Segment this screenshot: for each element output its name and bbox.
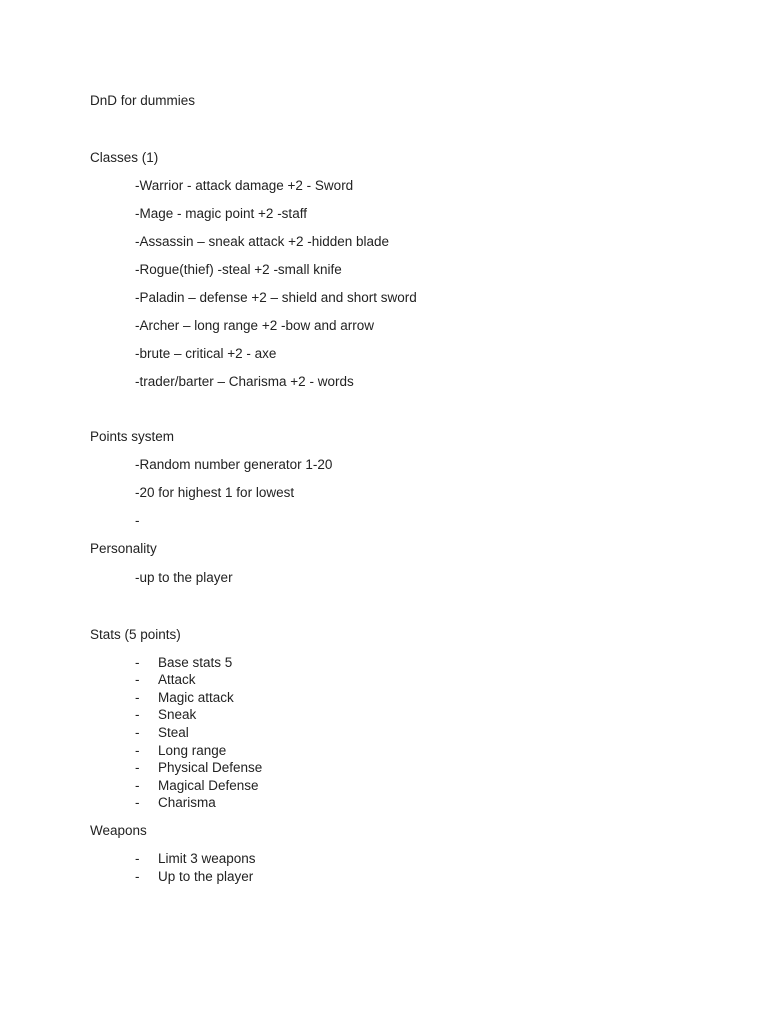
stats-item-sneak: Sneak (158, 707, 197, 722)
points-item-range: -20 for highest 1 for lowest (135, 485, 295, 500)
class-item-brute: -brute – critical +2 - axe (135, 346, 277, 361)
class-item-archer: -Archer – long range +2 -bow and arrow (135, 318, 375, 333)
stats-item-magic-attack: Magic attack (158, 690, 234, 705)
stats-item-charisma: Charisma (158, 795, 216, 810)
list-bullet: - (135, 760, 140, 775)
list-bullet: - (135, 851, 140, 866)
classes-heading: Classes (1) (90, 150, 159, 165)
points-system-heading: Points system (90, 429, 175, 444)
weapons-item-limit: Limit 3 weapons (158, 851, 256, 866)
points-item-empty: - (135, 513, 140, 528)
stats-item-base: Base stats 5 (158, 655, 233, 670)
personality-heading: Personality (90, 541, 157, 556)
document-title: DnD for dummies (90, 93, 196, 108)
list-bullet: - (135, 778, 140, 793)
stats-item-magical-defense: Magical Defense (158, 778, 259, 793)
class-item-paladin: -Paladin – defense +2 – shield and short sword (135, 290, 417, 305)
weapons-item-player: Up to the player (158, 869, 254, 884)
class-item-rogue: -Rogue(thief) -steal +2 -small knife (135, 262, 342, 277)
list-bullet: - (135, 795, 140, 810)
list-bullet: - (135, 707, 140, 722)
stats-item-long-range: Long range (158, 743, 227, 758)
stats-heading: Stats (5 points) (90, 627, 181, 642)
list-bullet: - (135, 655, 140, 670)
points-item-generator: -Random number generator 1-20 (135, 457, 333, 472)
list-bullet: - (135, 869, 140, 884)
class-item-assassin: -Assassin – sneak attack +2 -hidden blade (135, 234, 390, 249)
weapons-heading: Weapons (90, 823, 147, 838)
list-bullet: - (135, 690, 140, 705)
class-item-trader: -trader/barter – Charisma +2 - words (135, 374, 354, 389)
stats-item-attack: Attack (158, 672, 196, 687)
class-item-warrior: -Warrior - attack damage +2 - Sword (135, 178, 354, 193)
list-bullet: - (135, 725, 140, 740)
list-bullet: - (135, 672, 140, 687)
class-item-mage: -Mage - magic point +2 -staff (135, 206, 307, 221)
stats-item-physical-defense: Physical Defense (158, 760, 263, 775)
list-bullet: - (135, 743, 140, 758)
stats-item-steal: Steal (158, 725, 189, 740)
personality-item: -up to the player (135, 570, 233, 585)
